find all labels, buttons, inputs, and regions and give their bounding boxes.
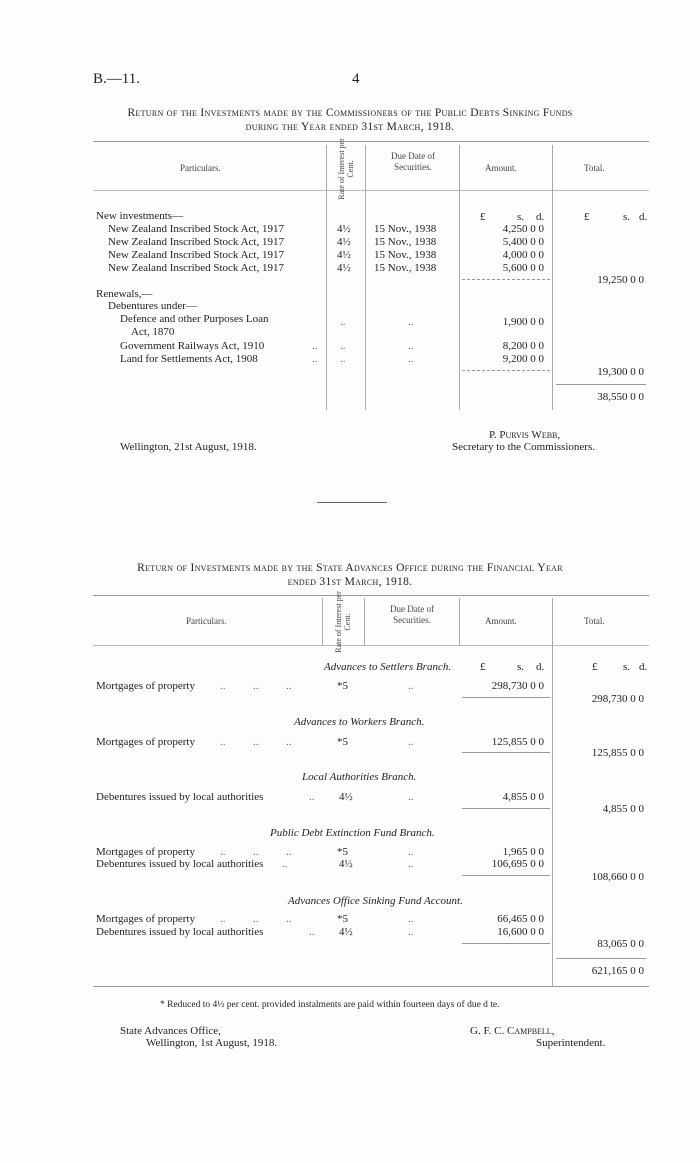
- t2-s5-row2-leader: ..: [309, 926, 315, 938]
- table1-title-line1: Return of the Investments made by the Commissioners of the Public Debts Sinking Funds: [127, 107, 573, 119]
- t1-renew2-particular: Government Railways Act, 1910: [120, 340, 265, 352]
- t2-s5-row2-due: ..: [408, 926, 414, 938]
- t2-amount-s: s.: [517, 661, 525, 673]
- t1-renew2-leader: ..: [312, 340, 318, 352]
- t2-s2-heading: Advances to Workers Branch.: [294, 716, 425, 728]
- t1-renew3-particular: Land for Settlements Act, 1908: [120, 353, 258, 365]
- t2-signatory: G. F. C. Campbell,: [470, 1025, 555, 1037]
- t1-total-s: s.: [623, 211, 631, 223]
- t1-section-renewals: Renewals,—: [96, 288, 153, 300]
- t2-s4-heading: Public Debt Extinction Fund Branch.: [270, 827, 435, 839]
- table2-title-line2: ended 31st March, 1918.: [287, 576, 413, 588]
- t1-col-amount: Amount.: [485, 163, 517, 173]
- t1-row3-amount: 4,000 0 0: [502, 249, 544, 261]
- t2-s2-row1-leader: .. .. ..: [220, 736, 292, 748]
- t1-row1-amount: 4,250 0 0: [502, 223, 544, 235]
- t2-s4-row1-rate: *5: [337, 846, 348, 858]
- t2-s3-heading: Local Authorities Branch.: [302, 771, 417, 783]
- t2-amount-d: d.: [536, 661, 545, 673]
- t2-s5-row2-particular: Debentures issued by local authorities: [96, 926, 264, 938]
- t1-row2-rate: 4½: [337, 236, 351, 248]
- t2-place-date: Wellington, 1st August, 1918.: [146, 1037, 278, 1049]
- t2-s4-row2-amount: 106,695 0 0: [491, 858, 544, 870]
- t1-row1-due: 15 Nov., 1938: [374, 223, 437, 235]
- t1-row4-due: 15 Nov., 1938: [374, 262, 437, 274]
- t1-renew2-amount: 8,200 0 0: [502, 340, 544, 352]
- t1-renew-subtotal-rule: [462, 370, 550, 371]
- document-reference: B.—11.: [93, 71, 140, 87]
- t2-s1-rule: [462, 697, 550, 698]
- t2-s4-row2-due: ..: [408, 858, 414, 870]
- t1-row3-rate: 4½: [337, 249, 351, 261]
- t2-s4-row1-due: ..: [408, 846, 414, 858]
- t1-renew3-rate: ..: [340, 353, 346, 365]
- t1-row1-particular: New Zealand Inscribed Stock Act, 1917: [108, 223, 284, 235]
- t2-s3-total: 4,855 0 0: [602, 803, 644, 815]
- t2-s1-row1-rate: *5: [337, 680, 348, 692]
- t1-row1-rate: 4½: [337, 223, 351, 235]
- t1-total-renew: 19,300 0 0: [597, 366, 644, 378]
- t2-s1-row1-particular: Mortgages of property: [96, 680, 195, 692]
- t1-divider-3: [459, 145, 460, 410]
- t2-s5-row1-rate: *5: [337, 913, 348, 925]
- section-separator: [317, 502, 387, 503]
- t1-total-d: d.: [639, 211, 648, 223]
- t1-row3-particular: New Zealand Inscribed Stock Act, 1917: [108, 249, 284, 261]
- t2-s5-row1-due: ..: [408, 913, 414, 925]
- t2-total-s: s.: [623, 661, 631, 673]
- t2-col-total: Total.: [584, 616, 605, 626]
- t2-grand-total: 621,165 0 0: [591, 965, 644, 977]
- t1-amount-d: d.: [536, 211, 545, 223]
- t1-total-pound: £: [584, 211, 590, 223]
- t1-place-date: Wellington, 21st August, 1918.: [120, 441, 257, 453]
- t2-office: State Advances Office,: [120, 1025, 221, 1037]
- t2-s4-rule: [462, 875, 550, 876]
- t2-s5-total: 83,065 0 0: [597, 938, 644, 950]
- t1-new-subtotal-rule: [462, 279, 550, 280]
- t1-divider-2: [365, 145, 366, 410]
- page-number: 4: [352, 71, 360, 87]
- t1-row4-rate: 4½: [337, 262, 351, 274]
- t2-s4-row1-particular: Mortgages of property: [96, 846, 195, 858]
- table1-top-rule: [93, 141, 649, 142]
- t1-col-due: Due Date of Securities.: [391, 151, 435, 172]
- t1-signatory-title: Secretary to the Commissioners.: [452, 441, 595, 453]
- t2-s2-row1-amount: 125,855 0 0: [491, 736, 544, 748]
- t2-divider-2: [364, 598, 365, 646]
- t1-col-particulars: Particulars.: [180, 163, 221, 173]
- t2-s2-row1-due: ..: [408, 736, 414, 748]
- t2-s5-rule: [462, 943, 550, 944]
- t2-s5-row2-rate: 4½: [339, 926, 353, 938]
- t2-s2-row1-particular: Mortgages of property: [96, 736, 195, 748]
- t1-renew3-due: ..: [408, 353, 414, 365]
- t2-s3-rule: [462, 808, 550, 809]
- table2-title: [0, 561, 700, 589]
- t1-row2-particular: New Zealand Inscribed Stock Act, 1917: [108, 236, 284, 248]
- t2-s2-rule: [462, 752, 550, 753]
- t1-row2-due: 15 Nov., 1938: [374, 236, 437, 248]
- t2-s5-row1-leader: .. .. ..: [220, 913, 292, 925]
- table2-bottom-rule: [93, 986, 649, 987]
- t2-footnote: * Reduced to 4½ per cent. provided instalments are paid within fourteen days of due d te.: [160, 1000, 500, 1010]
- t1-divider-1: [326, 145, 327, 410]
- t2-s1-row1-leader: .. .. ..: [220, 680, 292, 692]
- t2-grand-rule: [556, 958, 646, 959]
- t2-s1-row1-due: ..: [408, 680, 414, 692]
- t2-s3-row1-due: ..: [408, 791, 414, 803]
- t2-s3-row1-amount: 4,855 0 0: [502, 791, 544, 803]
- t1-col-total: Total.: [584, 163, 605, 173]
- t1-row3-due: 15 Nov., 1938: [374, 249, 437, 261]
- t2-s3-row1-leader: ..: [309, 791, 315, 803]
- t1-divider-4: [552, 145, 553, 410]
- t1-amount-pound: £: [480, 211, 486, 223]
- t2-s4-row1-amount: 1,965 0 0: [502, 846, 544, 858]
- t2-signatory-title: Superintendent.: [536, 1037, 606, 1049]
- t2-col-rate: Rate of Interest per Cent.: [334, 591, 352, 653]
- t2-s5-row1-particular: Mortgages of property: [96, 913, 195, 925]
- t1-renew3-amount: 9,200 0 0: [502, 353, 544, 365]
- t2-s3-row1-rate: 4½: [339, 791, 353, 803]
- t2-s5-row2-amount: 16,600 0 0: [497, 926, 544, 938]
- t1-row4-particular: New Zealand Inscribed Stock Act, 1917: [108, 262, 284, 274]
- t2-col-particulars: Particulars.: [186, 616, 227, 626]
- t2-s5-row1-amount: 66,465 0 0: [497, 913, 544, 925]
- t1-grand-rule: [556, 384, 646, 385]
- t2-s4-row1-leader: .. .. ..: [220, 846, 292, 858]
- table2-top-rule: [93, 595, 649, 596]
- table1-header-rule: [93, 190, 649, 191]
- t1-renew1-due: ..: [408, 316, 414, 328]
- t2-s3-row1-particular: Debentures issued by local authorities: [96, 791, 264, 803]
- t1-renew2-rate: ..: [340, 340, 346, 352]
- t1-sub-debentures: Debentures under—: [108, 300, 197, 312]
- t2-col-amount: Amount.: [485, 616, 517, 626]
- table1-title: [0, 106, 700, 134]
- t2-divider-4: [552, 598, 553, 986]
- t2-s1-row1-amount: 298,730 0 0: [491, 680, 544, 692]
- t1-total-new: 19,250 0 0: [597, 274, 644, 286]
- t2-total-pound: £: [592, 661, 598, 673]
- t1-renew3-leader: ..: [312, 353, 318, 365]
- table2-title-line1: Return of Investments made by the State Advances Office during the Financial Year: [137, 562, 563, 574]
- t1-amount-s: s.: [517, 211, 525, 223]
- table2-header-rule: [93, 645, 649, 646]
- t2-s4-total: 108,660 0 0: [591, 871, 644, 883]
- t2-s4-row2-particular: Debentures issued by local authorities: [96, 858, 264, 870]
- t1-row2-amount: 5,400 0 0: [502, 236, 544, 248]
- t2-s2-row1-rate: *5: [337, 736, 348, 748]
- t2-amount-pound: £: [480, 661, 486, 673]
- t2-total-d: d.: [639, 661, 648, 673]
- t1-renew1-amount: 1,900 0 0: [502, 316, 544, 328]
- t1-renew1-particular: Defence and other Purposes Loan: [120, 313, 269, 325]
- t1-renew1-rate: ..: [340, 316, 346, 328]
- t1-section-new: New investments—: [96, 210, 184, 222]
- t1-grand-total: 38,550 0 0: [597, 391, 644, 403]
- t2-s4-row2-leader: ..: [282, 858, 288, 870]
- t2-s5-heading: Advances Office Sinking Fund Account.: [288, 895, 463, 907]
- t1-col-rate: Rate of Interest per Cent.: [337, 138, 355, 200]
- t2-col-due: Due Date of Securities.: [390, 604, 434, 625]
- table1-title-line2: during the Year ended 31st March, 1918.: [245, 121, 455, 133]
- t2-s1-heading: Advances to Settlers Branch.: [324, 661, 452, 673]
- t2-s1-total: 298,730 0 0: [591, 693, 644, 705]
- t2-divider-3: [459, 598, 460, 646]
- t2-s4-row2-rate: 4½: [339, 858, 353, 870]
- t2-s2-total: 125,855 0 0: [591, 747, 644, 759]
- t1-signatory: P. Purvis Webb,: [489, 429, 561, 441]
- t1-row4-amount: 5,600 0 0: [502, 262, 544, 274]
- t1-renew2-due: ..: [408, 340, 414, 352]
- t2-divider-1: [322, 598, 323, 646]
- t1-renew1-particular-cont: Act, 1870: [131, 326, 175, 338]
